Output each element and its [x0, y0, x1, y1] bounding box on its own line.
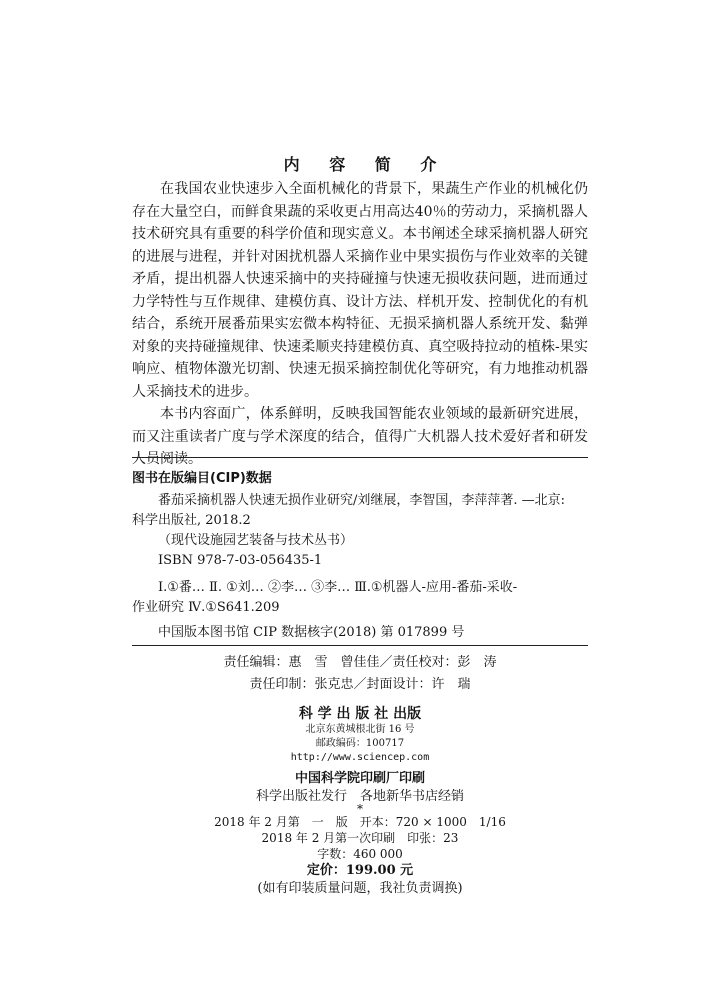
intro-paragraph-2: 本书内容面广，体系鲜明，反映我国智能农业领域的最新研究进展，而又注重读者广度与学术深度的结合，值得广大机器人技术爱好者和研发人员阅读。 — [132, 406, 588, 467]
cip-record — [132, 491, 588, 571]
editor-credits: 责任编辑：惠 雪 曾佳佳／责任校对：彭 涛 — [223, 655, 497, 670]
separator-star: * — [357, 802, 363, 816]
printing-line: 2018 年 2 月第一次印刷 印张：23 — [261, 831, 459, 845]
cip-class-line-2: 作业研究 Ⅳ.①S641.209 — [132, 600, 280, 615]
cip-number-line: 中国版本图书馆 CIP 数据核字(2018) 第 017899 号 — [158, 625, 465, 640]
divider-bottom — [132, 645, 588, 646]
cip-title-line: 番茄采摘机器人快速无损作业研究/刘继展，李智国，李萍萍著. —北京: — [158, 493, 566, 508]
edition-line: 2018 年 2 月第 一 版 开本：720 × 1000 1/16 — [214, 815, 506, 829]
introduction — [132, 178, 588, 471]
production-credits: 责任印制：张克忠／封面设计：许 瑞 — [249, 677, 471, 692]
printer-name: 中国科学院印刷厂印刷 — [294, 771, 425, 786]
divider-top — [132, 457, 588, 458]
price-line: 定价：199.00 元 — [306, 863, 414, 878]
distribution-line: 科学出版社发行 各地新华书店经销 — [255, 789, 464, 804]
cip-isbn-line: ISBN 978-7-03-056435-1 — [158, 553, 323, 568]
cip-publisher-line: 科学出版社, 2018.2 — [132, 513, 251, 528]
quality-note: (如有印装质量问题，我社负责调换) — [257, 881, 463, 896]
cip-class-line-1: Ⅰ.①番… Ⅱ. ①刘… ②李… ③李… Ⅲ.①机器人-应用-番茄-采收- — [158, 580, 518, 595]
page-title: 内 容 简 介 — [283, 155, 449, 174]
cip-series-line: （现代设施园艺装备与技术丛书） — [158, 533, 354, 548]
publisher-address: 北京东黄城根北街 16 号 — [305, 724, 415, 735]
word-count: 字数：460 000 — [317, 847, 403, 861]
cip-number — [132, 623, 588, 643]
cip-heading: 图书在版编目(CIP)数据 — [132, 471, 272, 486]
publisher-postcode: 邮政编码：100717 — [315, 738, 405, 749]
intro-paragraph-1: 在我国农业快速步入全面机械化的背景下，果蔬生产作业的机械化仍存在大量空白，而鲜食果蔬的采收更占用高达40％的劳动力，采摘机器人技术研究具有重要的科学价值和现实意义。本书阐述全球采摘机器人研究的进展与进程，并针对困扰机器人采摘作业中果实损伤与作业效率的关键矛盾，提出机器人快速采摘中的夹持碰撞与快速无损收获问题，进而通过力学特性与互作规律、建模仿真、设计方法、样机开发、控制优化的有机结合，系统开展番茄果实宏微本构特征、无损采摘机器人系统开发、黏弹对象的夹持碰撞规律、快速柔顺夹持建模仿真、真空吸持拉动的植株-果实响应、植物体激光切割、快速无损采摘控制优化等研究，有力地推动机器人采摘技术的进步。 — [132, 181, 588, 400]
publisher-name: 科 学 出 版 社 出版 — [298, 706, 422, 722]
cip-classification — [132, 578, 588, 618]
publisher-url: http://www.sciencep.com — [290, 752, 430, 763]
